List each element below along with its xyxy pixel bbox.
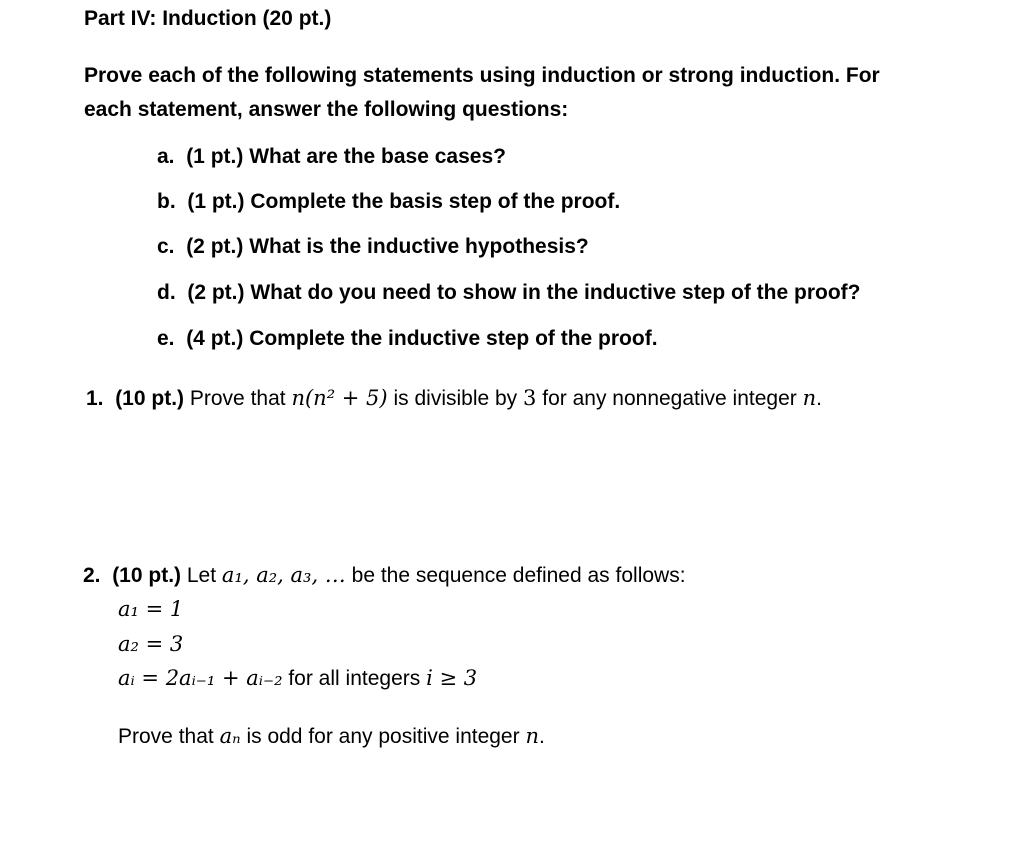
subquestion-points: (2 pt.) xyxy=(186,235,244,258)
subquestion-letter: d. xyxy=(157,281,176,304)
problem-text: for any nonnegative integer xyxy=(542,387,797,410)
problem-2 xyxy=(83,562,686,589)
subquestion-letter: c. xyxy=(157,235,175,258)
subquestion-points: (4 pt.) xyxy=(186,327,244,350)
subquestion-text: What do you need to show in the inductive step of the proof? xyxy=(250,281,861,304)
math-variable: n xyxy=(802,386,817,410)
page-title: Part IV: Induction (20 pt.) xyxy=(84,7,332,30)
problem-text: is divisible by xyxy=(393,387,518,410)
subquestion-b xyxy=(157,189,620,215)
subquestion-text: What are the base cases? xyxy=(249,145,506,168)
math-expression: n(n² + 5) xyxy=(291,386,388,410)
subquestion-points: (2 pt.) xyxy=(187,281,245,304)
math-bound: i ≥ 3 xyxy=(426,666,478,690)
math-divisor: 3 xyxy=(523,386,537,410)
definition-recurrence xyxy=(118,665,477,692)
problem-text: Let xyxy=(186,564,217,587)
math-term: aₙ xyxy=(219,724,241,748)
definition-a1: a₁ = 1 xyxy=(118,597,184,621)
subquestion-points: (1 pt.) xyxy=(186,145,244,168)
subquestion-c xyxy=(157,234,589,260)
definition-a2: a₂ = 3 xyxy=(118,632,184,656)
problem-text: Prove that xyxy=(118,725,214,748)
subquestion-text: Complete the inductive step of the proof. xyxy=(249,327,658,350)
problem-points: (10 pt.) xyxy=(112,564,182,587)
problem-text: be the sequence defined as follows: xyxy=(351,564,686,587)
problem-number: 1. xyxy=(86,387,104,410)
period: . xyxy=(538,725,545,748)
subquestion-letter: e. xyxy=(157,327,175,350)
intro-line-1: Prove each of the following statements using induction or strong induction. For xyxy=(84,64,880,87)
period: . xyxy=(816,387,822,410)
problem-number: 2. xyxy=(83,564,101,587)
subquestion-points: (1 pt.) xyxy=(187,190,245,213)
math-variable: n xyxy=(525,724,539,748)
subquestion-a xyxy=(157,144,506,170)
recurrence-condition: for all integers xyxy=(288,667,421,690)
subquestion-letter: b. xyxy=(157,190,176,213)
problem-text: is odd for any positive integer xyxy=(246,725,520,748)
intro-line-2: each statement, answer the following questions: xyxy=(84,98,569,121)
subquestion-text: What is the inductive hypothesis? xyxy=(249,235,589,258)
math-recurrence: aᵢ = 2aᵢ₋₁ + aᵢ₋₂ xyxy=(118,666,283,690)
problem-1 xyxy=(86,385,822,412)
problem-2-prove xyxy=(118,723,545,750)
problem-text: Prove that xyxy=(189,387,286,410)
math-sequence: a₁, a₂, a₃, … xyxy=(221,563,346,587)
subquestion-e xyxy=(157,326,658,352)
subquestion-text: Complete the basis step of the proof. xyxy=(250,190,621,213)
subquestion-d xyxy=(157,280,861,306)
problem-points: (10 pt.) xyxy=(115,387,185,410)
subquestion-letter: a. xyxy=(157,145,175,168)
